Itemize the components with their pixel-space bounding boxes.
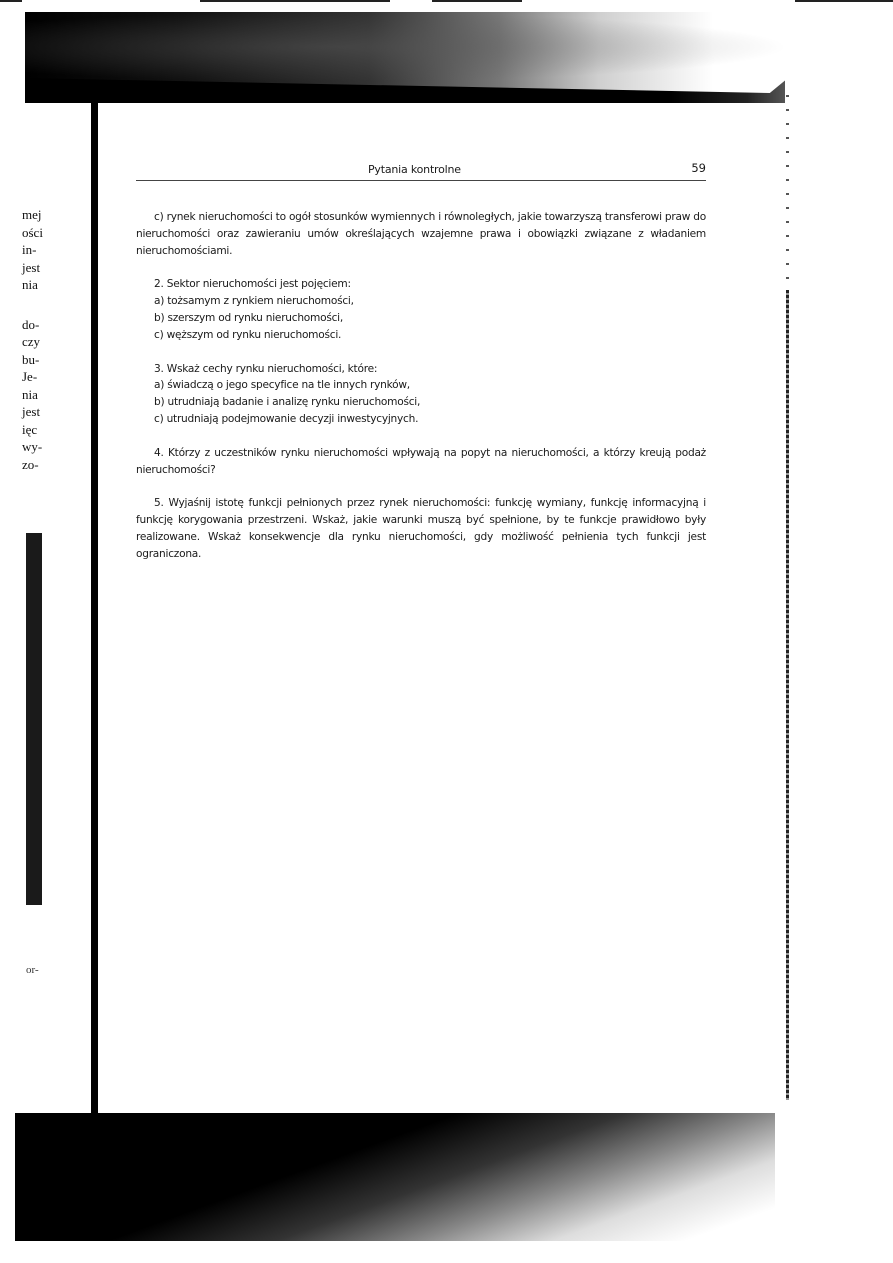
fragment: Je-: [22, 369, 38, 384]
question-option: a) świadczą o jego specyfice na tle innych rynków,: [154, 379, 410, 392]
fragment: wy-: [22, 439, 43, 454]
fragment: jest: [22, 259, 41, 275]
question-5: [136, 495, 706, 562]
question-option: c) utrudniają podejmowanie decyzji inwestycyjnych.: [154, 412, 419, 425]
question-stem: 3. Wskaż cechy rynku nieruchomości, które:: [154, 362, 378, 375]
fragment: bu-: [22, 351, 40, 367]
book-spine-edge: [91, 100, 98, 1115]
fragment: jest: [22, 404, 41, 419]
question-2: [136, 276, 706, 343]
scan-top-marks: [0, 0, 893, 3]
fragment: do-: [22, 316, 40, 332]
question-text: 4. Którzy z uczestników rynku nieruchomości wpływają na popyt na nieruchomości, a którzy kreują podaż nieruchomości?: [136, 446, 706, 476]
running-head: [136, 160, 706, 181]
previous-page-dark-strip: [26, 533, 42, 905]
question-option: b) szerszym od rynku nieruchomości,: [154, 311, 343, 324]
fragment: mej: [22, 207, 42, 222]
fragment: in-: [22, 242, 37, 257]
page-body: [136, 209, 706, 563]
question-3: [136, 361, 706, 428]
fragment: czy: [22, 334, 41, 349]
question-option: b) utrudniają badanie i analizę rynku nieruchomości,: [154, 396, 421, 409]
fragment: ięc: [22, 421, 38, 437]
previous-page-text-fragments: [22, 206, 62, 473]
previous-page-bottom-fragment: or-: [26, 964, 39, 976]
fragment: nia: [22, 386, 38, 402]
fragment: zo-: [22, 456, 39, 472]
question-stem: 2. Sektor nieruchomości jest pojęciem:: [154, 278, 351, 291]
continuation-paragraph: [136, 209, 706, 259]
running-head-title: Pytania kontrolne: [368, 163, 461, 176]
fragment: [22, 294, 62, 316]
question-option: a) tożsamym z rynkiem nieruchomości,: [154, 295, 354, 308]
question-4: [136, 445, 706, 479]
fragment: nia: [22, 277, 38, 292]
book-page: [136, 160, 706, 580]
scan-shadow-bottom: [15, 1113, 775, 1241]
question-text: 5. Wyjaśnij istotę funkcji pełnionych przez rynek nieruchomości: funkcję wymiany, funkcję informacyjną i funkcję korygowania przestrzeni. Wskaż, jakie warunki muszą być spełnione, by te funkcje prawidłowo były realizowane. Wskaż konsekwencje dla rynku nieruchomości, gdy możliwość pełnienia tych funkcji jest ograniczona.: [136, 497, 706, 560]
page-edge-right-dense: [786, 290, 789, 1100]
question-option: c) węższym od rynku nieruchomości.: [154, 328, 342, 341]
page-number: 59: [691, 161, 706, 175]
scan-shadow-top-noise: [25, 12, 790, 82]
continuation-text: c) rynek nieruchomości to ogół stosunków wymiennych i równoległych, jakie towarzyszą transferowi praw do nieruchomości oraz zawieraniu umów określających wzajemne prawa i obowiązki związane z władaniem nieruchomościami.: [136, 211, 706, 257]
fragment: ości: [22, 224, 43, 240]
